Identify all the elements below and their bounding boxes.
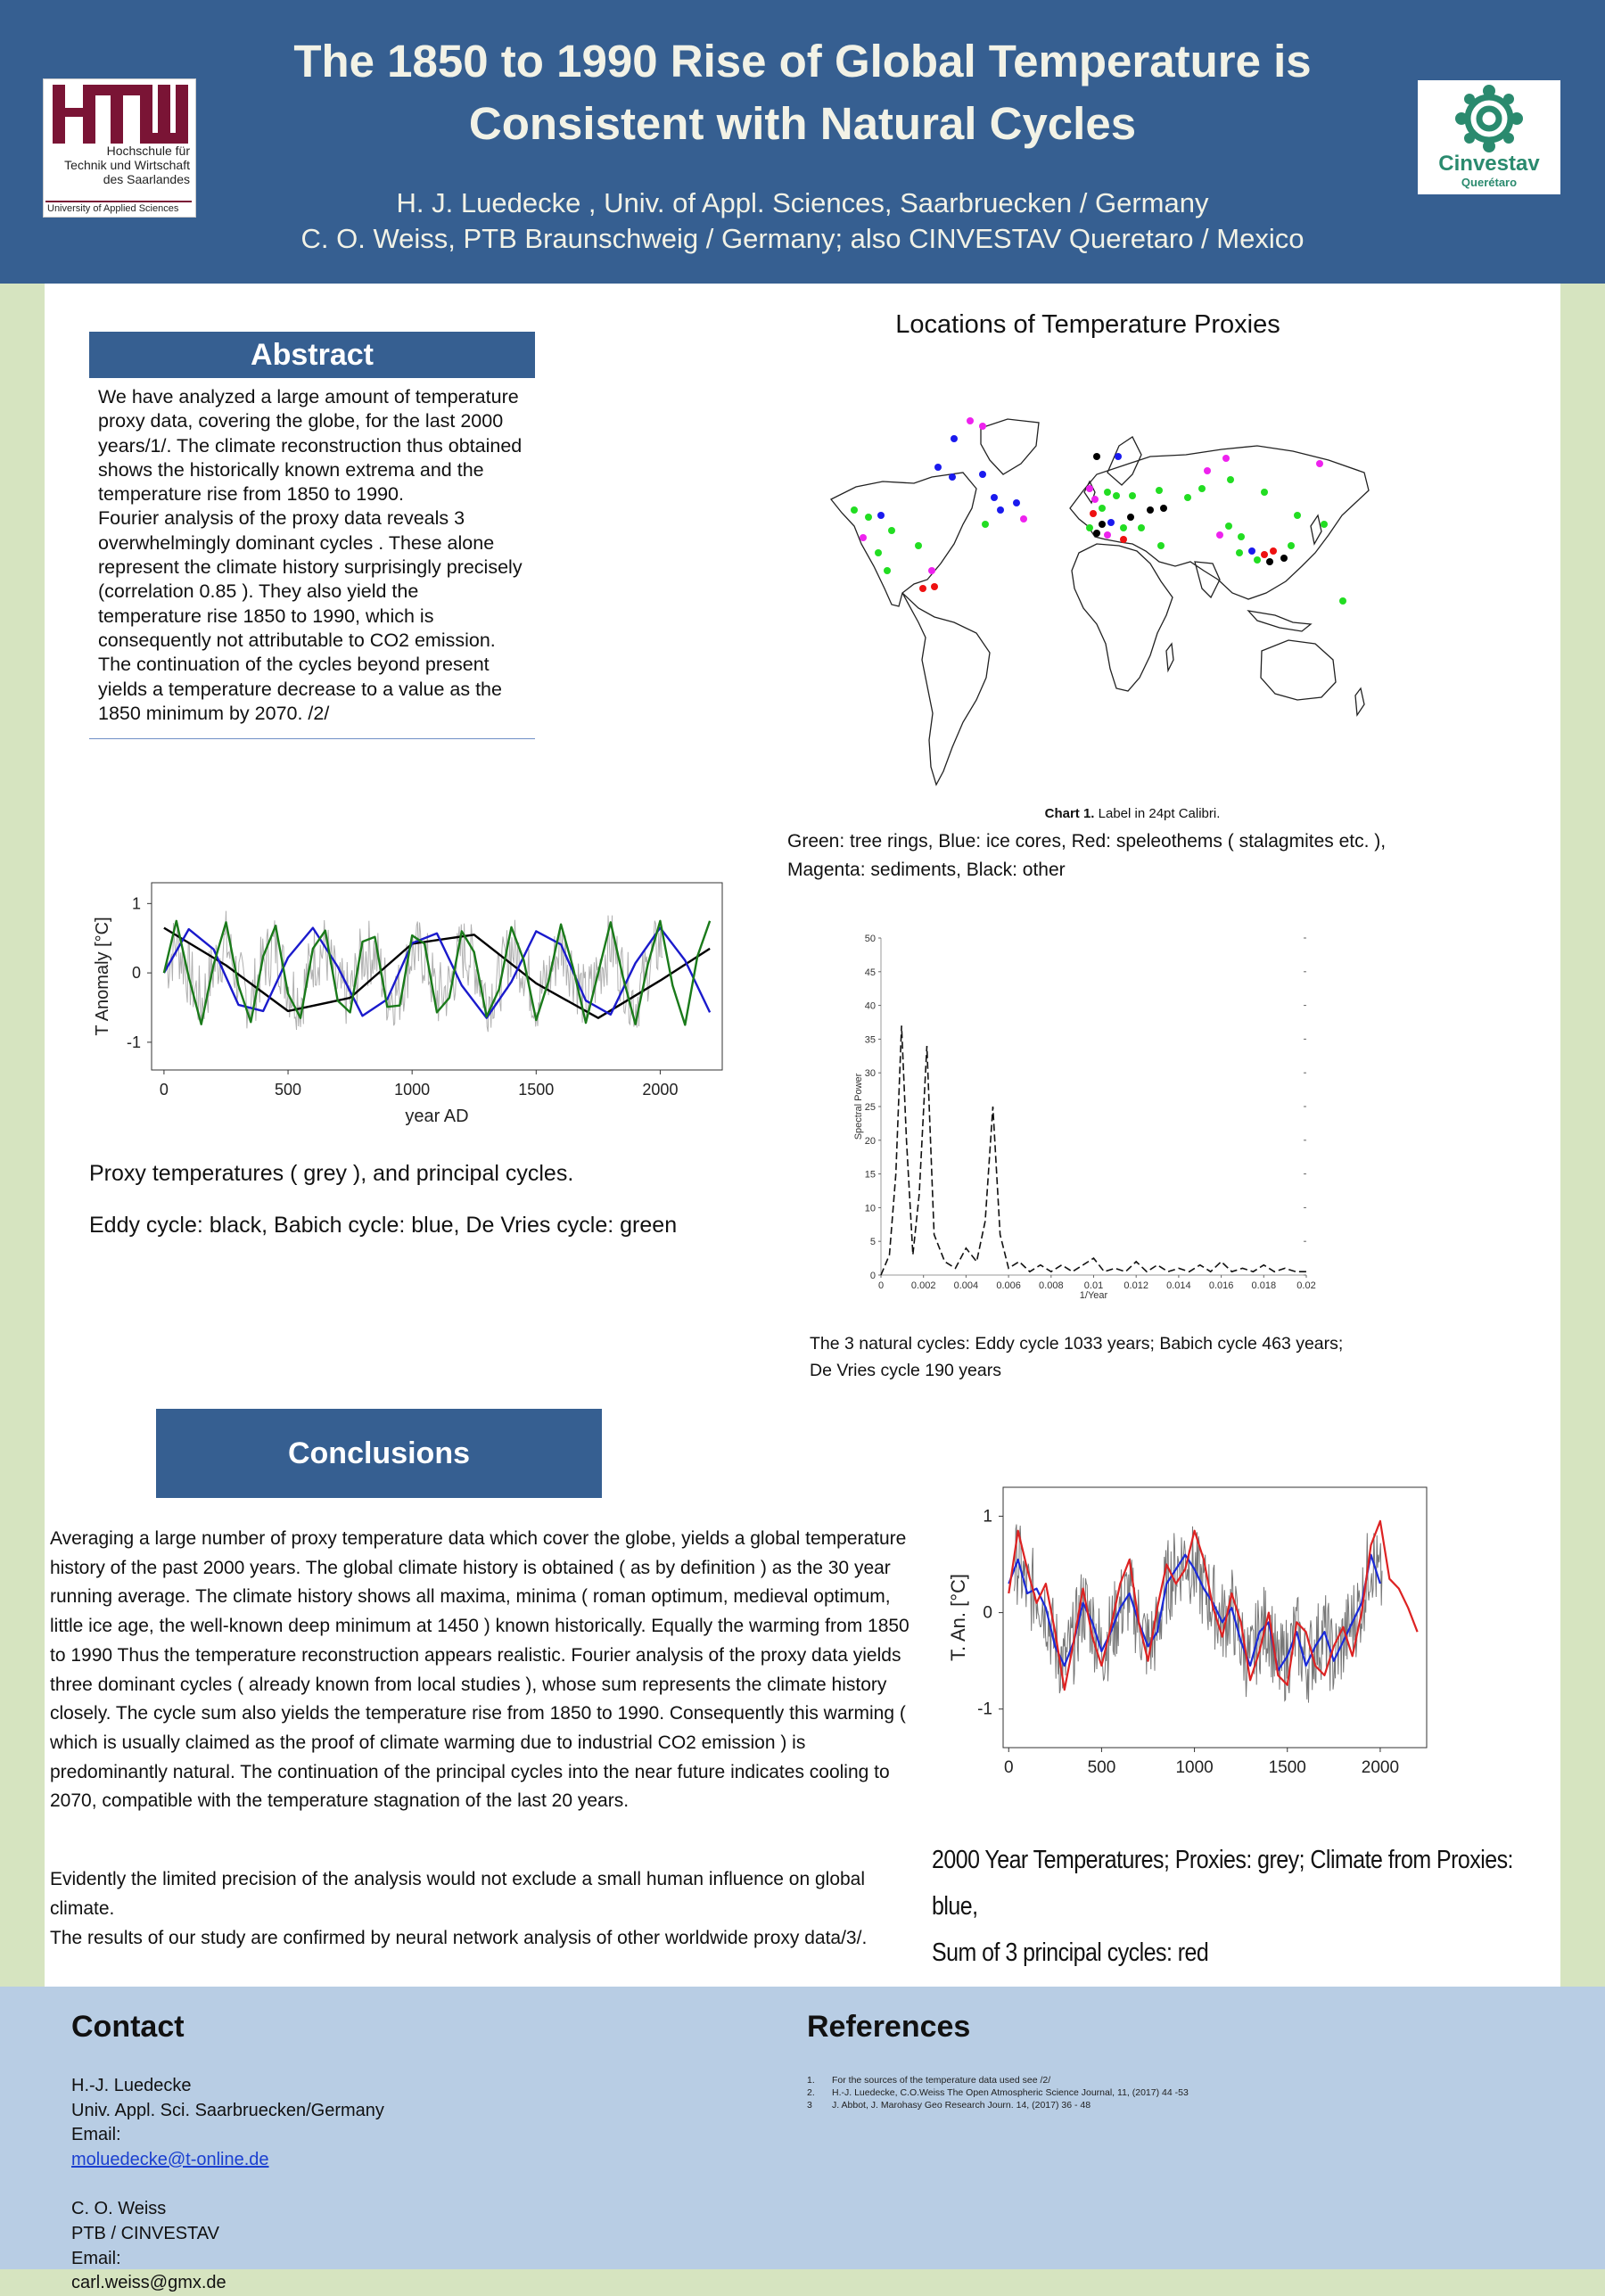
y-tick-label: 1 bbox=[131, 894, 141, 913]
spectrum-line bbox=[881, 1025, 1306, 1275]
reference-text: J. Abbot, J. Marohasy Geo Research Journ. 14, (2017) 36 - 48 bbox=[832, 2100, 1091, 2111]
cycles-caption-1: Proxy temperatures ( grey ), and principal cycles. bbox=[89, 1161, 574, 1186]
madagascar-outline bbox=[1166, 644, 1173, 671]
y-tick-label: -1 bbox=[977, 1699, 992, 1719]
temperature-caption-line-1: 2000 Year Temperatures; Proxies: grey; Climate from Proxies: blue, bbox=[932, 1846, 1513, 1921]
y-tick-label: 0 bbox=[131, 964, 141, 983]
htw-tag-line-1: Hochschule für bbox=[106, 144, 190, 158]
reference-text: H.-J. Luedecke, C.O.Weiss The Open Atmospheric Science Journal, 11, (2017) 44 -53 bbox=[832, 2087, 1189, 2098]
x-tick-label: 1500 bbox=[1268, 1758, 1306, 1777]
indonesia-outline bbox=[1248, 611, 1311, 631]
conclusions-paragraph-3: The results of our study are confirmed by neural network analysis of other worldwide proxy data/3/. bbox=[50, 1928, 868, 1948]
htw-divider bbox=[45, 201, 192, 202]
y-axis-label: T. An. [°C] bbox=[947, 1573, 969, 1662]
y-tick-label: 40 bbox=[864, 1000, 876, 1012]
cinvestav-name: Cinvestav bbox=[1438, 152, 1540, 176]
x-tick-label: 2000 bbox=[642, 1081, 679, 1099]
spectrum-caption: The 3 natural cycles: Eddy cycle 1033 years; Babich cycle 463 years; De Vries cycle 190 years bbox=[810, 1334, 1344, 1380]
new-zealand-outline bbox=[1355, 688, 1364, 715]
x-tick-label: 0 bbox=[877, 1280, 885, 1291]
australia-outline bbox=[1261, 640, 1336, 700]
fourier-spectrum-chart bbox=[838, 927, 1320, 1301]
y-tick-label: -1 bbox=[126, 1033, 141, 1051]
htw-tag-line-3: des Saarlandes bbox=[103, 172, 190, 186]
htw-university: University of Applied Sciences bbox=[47, 203, 179, 214]
north-america-outline bbox=[831, 473, 976, 606]
y-tick-label: 35 bbox=[864, 1034, 876, 1046]
contact-name-2: C. O. Weiss bbox=[71, 2199, 167, 2219]
reference-item bbox=[807, 2099, 1520, 2111]
x-tick-label: 0.01 bbox=[1083, 1280, 1104, 1291]
map-legend: Green: tree rings, Blue: ice cores, Red: speleothems ( stalagmites etc. ), Magenta: sediments, Black: other bbox=[787, 831, 1387, 880]
conclusions-paragraph-1: Averaging a large number of proxy temperature data which cover the globe, yields a global temperature history of the past 2000 years. The global climate history is obtained ( as by definition ) as the 30 year running average. The climate history shows all maxima, minima ( roman optimum, medieval optimum, little ice age, the well-known deep minimum at 1450 ) known historically. Equally the warming from 1850 to 1990 Thus the temperature reconstruction appears realistic. Fourier analysis of the proxy data yields three dominant cycles ( already known from local studies ), whose sum represents the climate history closely. The cycle sum also yields the temperature rise from 1850 to 1990. Consequently this warming ( which is usually claimed as the proof of climate warming due to industrial CO2 emission ) is predominantly natural. The continuation of the principal cycles into the near future indicates cooling to 2070, compatible with the temperature stagnation of the last 20 years. bbox=[50, 1528, 910, 1812]
continent-outlines bbox=[831, 419, 1369, 785]
africa-outline bbox=[1072, 544, 1173, 691]
x-tick-label: 0.014 bbox=[1166, 1280, 1191, 1291]
reference-number: 3 bbox=[807, 2100, 812, 2111]
y-tick-label: 5 bbox=[869, 1237, 876, 1248]
south-america-outline bbox=[902, 593, 990, 785]
y-axis-label: Spectral Power bbox=[853, 1073, 864, 1140]
conclusions-paragraph-2: Evidently the limited precision of the analysis would not exclude a small human influence on global climate. bbox=[50, 1869, 866, 1919]
author-line-2: C. O. Weiss, PTB Braunschweig / Germany; also CINVESTAV Queretaro / Mexico bbox=[300, 223, 1305, 254]
abstract-text: We have analyzed a large amount of temperature proxy data, covering the globe, for the last 2000 years/1/. The climate reconstruction thus obtained shows the historically known extrema and the temperature rise from 1850 to 1990. Fourier analysis of the proxy data reveals 3 overwhelmingly dominant cycles . These alone represent the climate history surprisingly precisely (correlation 0.85 ). They also yield the temperature rise 1850 to 1990, which is consequently not attributable to CO2 emission. The continuation of the cycles beyond present yields a temperature decrease to a value as the 1850 minimum by 2070. /2/ bbox=[98, 386, 523, 724]
map-title: Locations of Temperature Proxies bbox=[895, 310, 1280, 339]
x-tick-label: 0 bbox=[159, 1081, 169, 1099]
contact-details bbox=[71, 2074, 606, 2296]
temperature-history-chart bbox=[945, 1480, 1436, 1801]
y-tick-label: 1 bbox=[983, 1507, 992, 1527]
x-axis-label: year AD bbox=[405, 1107, 469, 1126]
reference-number: 2. bbox=[807, 2087, 815, 2098]
x-tick-label: 1000 bbox=[1175, 1758, 1214, 1777]
x-axis-label: 1/Year bbox=[1079, 1290, 1108, 1301]
poster-title bbox=[232, 30, 1373, 155]
contact-spacer bbox=[71, 2172, 606, 2197]
y-tick-label: 0 bbox=[983, 1603, 992, 1623]
x-tick-label: 2000 bbox=[1361, 1758, 1400, 1777]
y-tick-label: 25 bbox=[864, 1102, 876, 1113]
contact-email-row-2 bbox=[71, 2247, 606, 2296]
y-tick-label: 45 bbox=[864, 967, 876, 978]
y-tick-label: 20 bbox=[864, 1135, 876, 1147]
reference-item bbox=[807, 2074, 1520, 2086]
y-tick-label: 10 bbox=[864, 1203, 876, 1214]
conclusions-heading: Conclusions bbox=[156, 1409, 602, 1498]
contact-email-row-1 bbox=[71, 2123, 606, 2172]
proxy-location-map bbox=[829, 410, 1373, 789]
htw-logo-mark bbox=[47, 83, 192, 145]
contact-affiliation-2: PTB / CINVESTAV bbox=[71, 2223, 219, 2243]
email-weiss: carl.weiss@gmx.de bbox=[71, 2273, 226, 2293]
x-tick-label: 500 bbox=[1087, 1758, 1116, 1777]
y-tick-label: 15 bbox=[864, 1169, 876, 1181]
x-tick-label: 0.018 bbox=[1251, 1280, 1277, 1291]
abstract-divider bbox=[89, 738, 535, 739]
x-tick-label: 0.006 bbox=[996, 1280, 1021, 1291]
references-list bbox=[807, 2074, 1520, 2111]
y-tick-label: 50 bbox=[864, 934, 876, 944]
x-tick-label: 500 bbox=[275, 1081, 302, 1099]
x-tick-label: 1500 bbox=[518, 1081, 555, 1099]
author-block bbox=[232, 185, 1373, 257]
y-tick-label: 30 bbox=[864, 1068, 876, 1080]
email-label-1: Email: bbox=[71, 2125, 121, 2145]
reference-number: 1. bbox=[807, 2075, 815, 2086]
map-caption bbox=[999, 806, 1266, 821]
japan-outline bbox=[1311, 515, 1321, 544]
x-tick-label: 0 bbox=[1003, 1758, 1014, 1777]
author-line-1: H. J. Luedecke , Univ. of Appl. Sciences, Saarbruecken / Germany bbox=[396, 187, 1209, 218]
x-tick-label: 1000 bbox=[394, 1081, 431, 1099]
x-tick-label: 0.002 bbox=[910, 1280, 936, 1291]
title-line-2: Consistent with Natural Cycles bbox=[468, 98, 1137, 149]
cinvestav-logo bbox=[1418, 80, 1560, 194]
x-tick-label: 0.012 bbox=[1124, 1280, 1148, 1291]
x-tick-label: 0.016 bbox=[1208, 1280, 1234, 1291]
contact-heading: Contact bbox=[71, 2010, 185, 2044]
x-tick-label: 0.02 bbox=[1296, 1280, 1316, 1291]
temperature-caption-line-2: Sum of 3 principal cycles: red bbox=[932, 1938, 1209, 1967]
contact-affiliation-1: Univ. Appl. Sci. Saarbruecken/Germany bbox=[71, 2100, 384, 2120]
htw-tag-line-2: Technik und Wirtschaft bbox=[64, 158, 190, 172]
title-line-1: The 1850 to 1990 Rise of Global Temperature is bbox=[293, 36, 1312, 86]
htw-logo bbox=[43, 78, 196, 218]
greenland-outline bbox=[981, 419, 1039, 474]
email-link-luedecke[interactable]: moluedecke@t-online.de bbox=[71, 2149, 269, 2169]
cinvestav-campus: Querétaro bbox=[1461, 176, 1518, 189]
contact-name-1: H.-J. Luedecke bbox=[71, 2076, 192, 2095]
y-tick-label: 0 bbox=[869, 1271, 876, 1281]
cycles-caption-2: Eddy cycle: black, Babich cycle: blue, De Vries cycle: green bbox=[89, 1213, 678, 1238]
x-tick-label: 0.008 bbox=[1039, 1280, 1064, 1291]
x-tick-label: 0.004 bbox=[953, 1280, 979, 1291]
references-heading: References bbox=[807, 2010, 971, 2044]
htw-tagline bbox=[47, 144, 190, 186]
abstract-heading: Abstract bbox=[89, 332, 535, 378]
map-caption-text: Label in 24pt Calibri. bbox=[1094, 806, 1221, 821]
principal-cycles-chart bbox=[85, 874, 731, 1141]
proxy-markers bbox=[851, 417, 1346, 605]
cinvestav-emblem bbox=[1446, 84, 1532, 153]
email-label-2: Email: bbox=[71, 2248, 121, 2268]
reference-text: For the sources of the temperature data used see /2/ bbox=[832, 2075, 1051, 2086]
map-caption-label: Chart 1. bbox=[1044, 806, 1095, 821]
reference-item bbox=[807, 2086, 1520, 2099]
temperature-caption bbox=[932, 1837, 1553, 1976]
y-axis-label: T Anomaly [°C] bbox=[93, 917, 112, 1036]
